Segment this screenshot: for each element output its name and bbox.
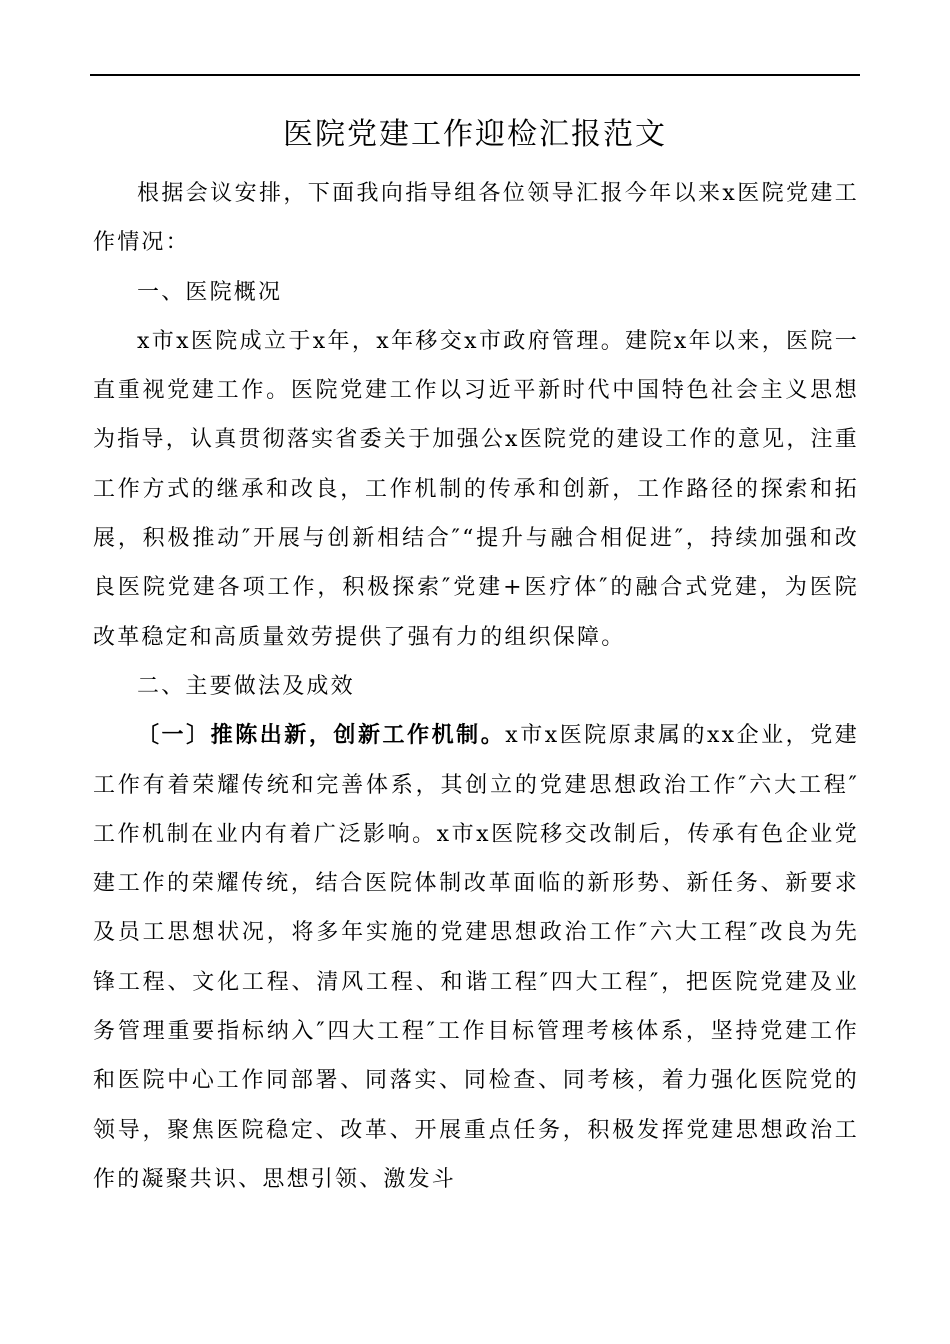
section-2-heading: 二、主要做法及成效 bbox=[137, 673, 355, 699]
document-body bbox=[93, 169, 859, 1204]
document-title: 医院党建工作迎检汇报范文 bbox=[283, 117, 667, 152]
subsection-1-lead: 〔一〕推陈出新，创新工作机制。 bbox=[137, 722, 506, 749]
intro-paragraph: 根据会议安排，下面我向指导组各位领导汇报今年以来x医院党建工作情况： bbox=[93, 181, 859, 256]
subsection-1-paragraph bbox=[93, 711, 859, 1204]
subsection-1-body: x市x医院原隶属的xx企业，党建工作有着荣耀传统和完善体系，其创立的党建思想政治工作″六大工程″工作机制在业内有着广泛影响。x市x医院移交改制后，传承有色企业党建工作的荣耀传统，结合医院体制改革面临的新形势、新任务、新要求及员工思想状况，将多年实施的党建思想政治工作″六大工程″改良为先锋工程、文化工程、清风工程、和谐工程″四大工程″，把医院党建及业务管理重要指标纳入″四大工程″工作目标管理考核体系，坚持党建工作和医院中心工作同部署、同落实、同检查、同考核，着力强化医院党的领导，聚焦医院稳定、改革、开展重点任务，积极发挥党建思想政治工作的凝聚共识、思想引领、激发斗 bbox=[93, 723, 859, 1192]
section-1-heading: 一、医院概况 bbox=[137, 279, 283, 305]
section-1-paragraph: x市x医院成立于x年，x年移交x市政府管理。建院x年以来，医院一直重视党建工作。医院党建工作以习近平新时代中国特色社会主义思想为指导，认真贯彻落实省委关于加强公x医院党的建设工作的意见，注重工作方式的继承和改良，工作机制的传承和创新，工作路径的探索和拓展，积极推动″开展与创新相结合″“提升与融合相促进″，持续加强和改良医院党建各项工作，积极探索″党建+医疗体″的融合式党建，为医院改革稳定和高质量效劳提供了强有力的组织保障。 bbox=[93, 328, 859, 650]
header-rule bbox=[90, 74, 860, 76]
